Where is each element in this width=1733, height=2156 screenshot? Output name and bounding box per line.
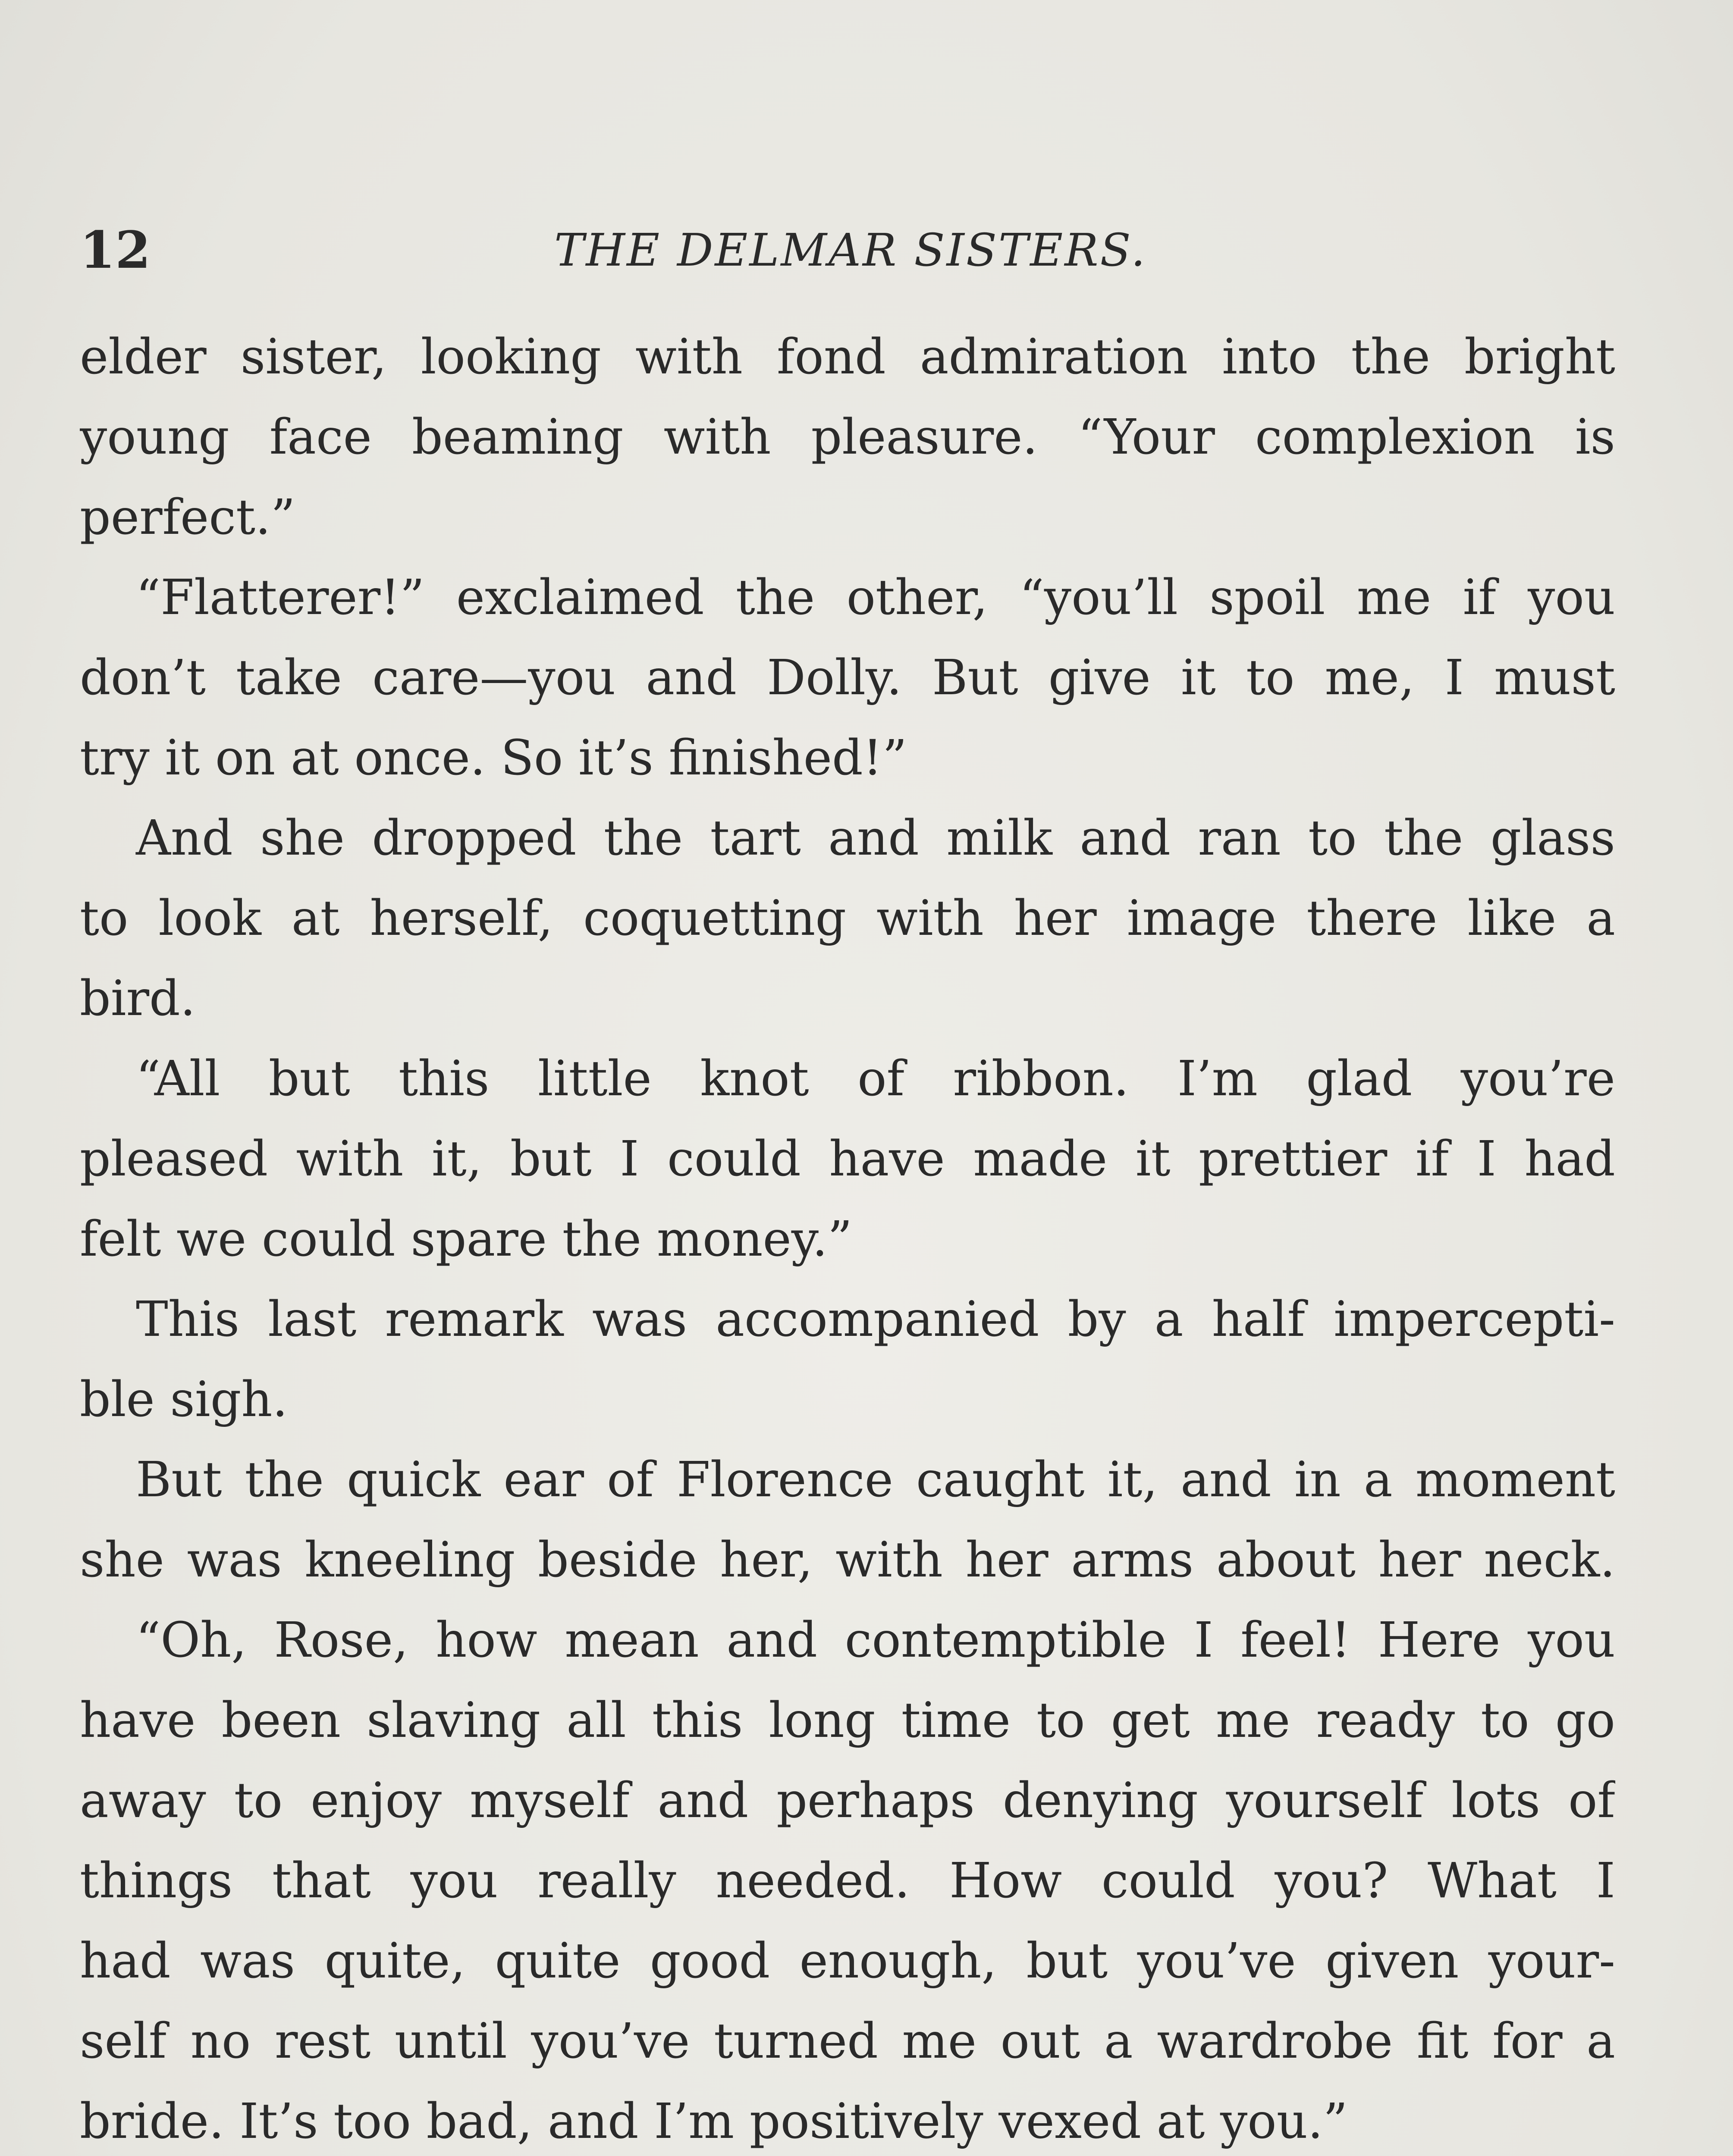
page-number: 12 [80,220,151,280]
text-line: elder sister, looking with fond admiration into the bright [80,329,1615,385]
text-line: don’t take care—you and Dolly. But give it to me, I must [80,650,1615,706]
body-text [80,317,1615,2156]
text-line: perfect.” [80,489,295,545]
text-line: And she dropped the tart and milk and ran to the glass [136,810,1615,866]
text-line: have been slaving all this long time to get me ready to go [80,1692,1615,1749]
text-line: things that you really needed. How could you? What I [80,1853,1615,1909]
text-line: This last remark was accompanied by a half impercepti- [136,1291,1615,1348]
text-line: bride. It’s too bad, and I’m positively vexed at you.” [80,2093,1348,2150]
text-line: had was quite, quite good enough, but you’ve given your- [80,1933,1615,1989]
text-line: she was kneeling beside her, with her arms about her neck. [80,1532,1615,1588]
text-line: young face beaming with pleasure. “Your complexion is [80,409,1615,465]
text-line: try it on at once. So it’s finished!” [80,730,907,786]
text-line: bird. [80,971,196,1027]
text-line: away to enjoy myself and perhaps denying yourself lots of [80,1773,1615,1829]
text-line: to look at herself, coquetting with her image there like a [80,890,1615,946]
text-line: ble sigh. [80,1372,288,1428]
running-title: THE DELMAR SISTERS. [554,224,1147,276]
text-line: self no rest until you’ve turned me out a wardrobe fit for a [80,2013,1615,2069]
text-line: “Oh, Rose, how mean and contemptible I feel! Here you [136,1612,1615,1668]
text-line: pleased with it, but I could have made it prettier if I had [80,1131,1615,1187]
page-header [80,216,1615,285]
text-line: “All but this little knot of ribbon. I’m glad you’re [136,1051,1615,1107]
text-line: felt we could spare the money.” [80,1211,853,1267]
text-line: But the quick ear of Florence caught it, and in a moment [136,1452,1615,1508]
text-line: “Flatterer!” exclaimed the other, “you’ll spoil me if you [136,570,1615,626]
